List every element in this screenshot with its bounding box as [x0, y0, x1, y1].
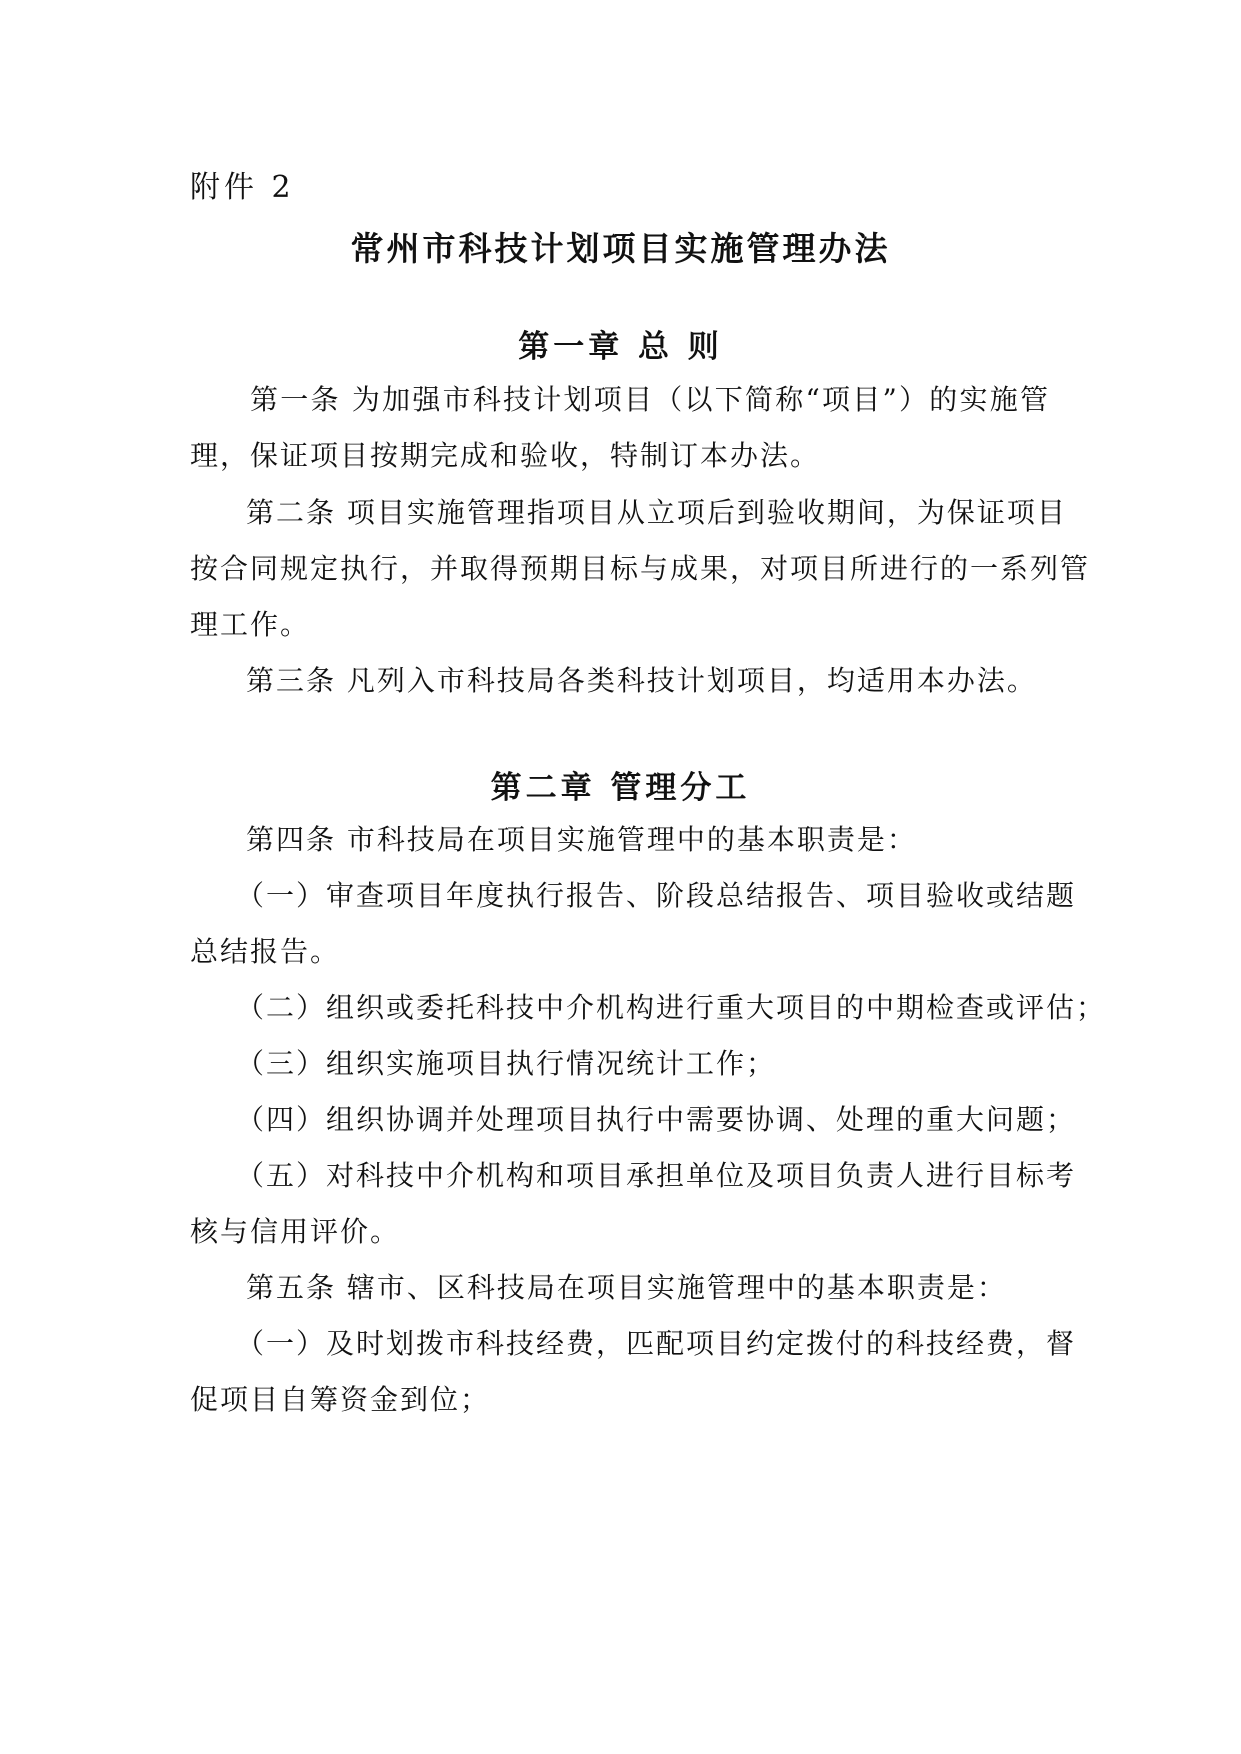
attachment-label: 附件 2: [190, 170, 295, 205]
article-line: （一）及时划拨市科技经费，匹配项目约定拨付的科技经费，督: [236, 1327, 1077, 1360]
article-line: 第二条 项目实施管理指项目从立项后到验收期间，为保证项目: [246, 496, 1067, 529]
article-line: 第三条 凡列入市科技局各类科技计划项目，均适用本办法。: [246, 664, 1037, 697]
article-line: （一）审查项目年度执行报告、阶段总结报告、项目验收或结题: [236, 879, 1077, 912]
article-line: 理，保证项目按期完成和验收，特制订本办法。: [190, 439, 821, 472]
article-line: 总结报告。: [190, 935, 341, 968]
article-line: 核与信用评价。: [190, 1215, 401, 1248]
article-line: （四）组织协调并处理项目执行中需要协调、处理的重大问题；: [236, 1103, 1077, 1136]
article-line: （五）对科技中介机构和项目承担单位及项目负责人进行目标考: [236, 1159, 1077, 1192]
chapter-heading: 第一章 总 则: [518, 329, 723, 365]
article-line: 第五条 辖市、区科技局在项目实施管理中的基本职责是：: [246, 1271, 1007, 1304]
article-line: 第一条 为加强市科技计划项目（以下简称“项目”）的实施管: [250, 383, 1050, 416]
article-line: 第四条 市科技局在项目实施管理中的基本职责是：: [246, 823, 917, 856]
document-title: 常州市科技计划项目实施管理办法: [350, 229, 891, 268]
article-line: 促项目自筹资金到位；: [190, 1383, 491, 1416]
article-line: （二）组织或委托科技中介机构进行重大项目的中期检查或评估；: [236, 991, 1107, 1024]
article-line: 按合同规定执行，并取得预期目标与成果，对项目所进行的一系列管: [190, 552, 1091, 585]
chapter-heading: 第二章 管理分工: [490, 770, 751, 806]
article-line: （三）组织实施项目执行情况统计工作；: [236, 1047, 777, 1080]
article-line: 理工作。: [190, 608, 311, 641]
